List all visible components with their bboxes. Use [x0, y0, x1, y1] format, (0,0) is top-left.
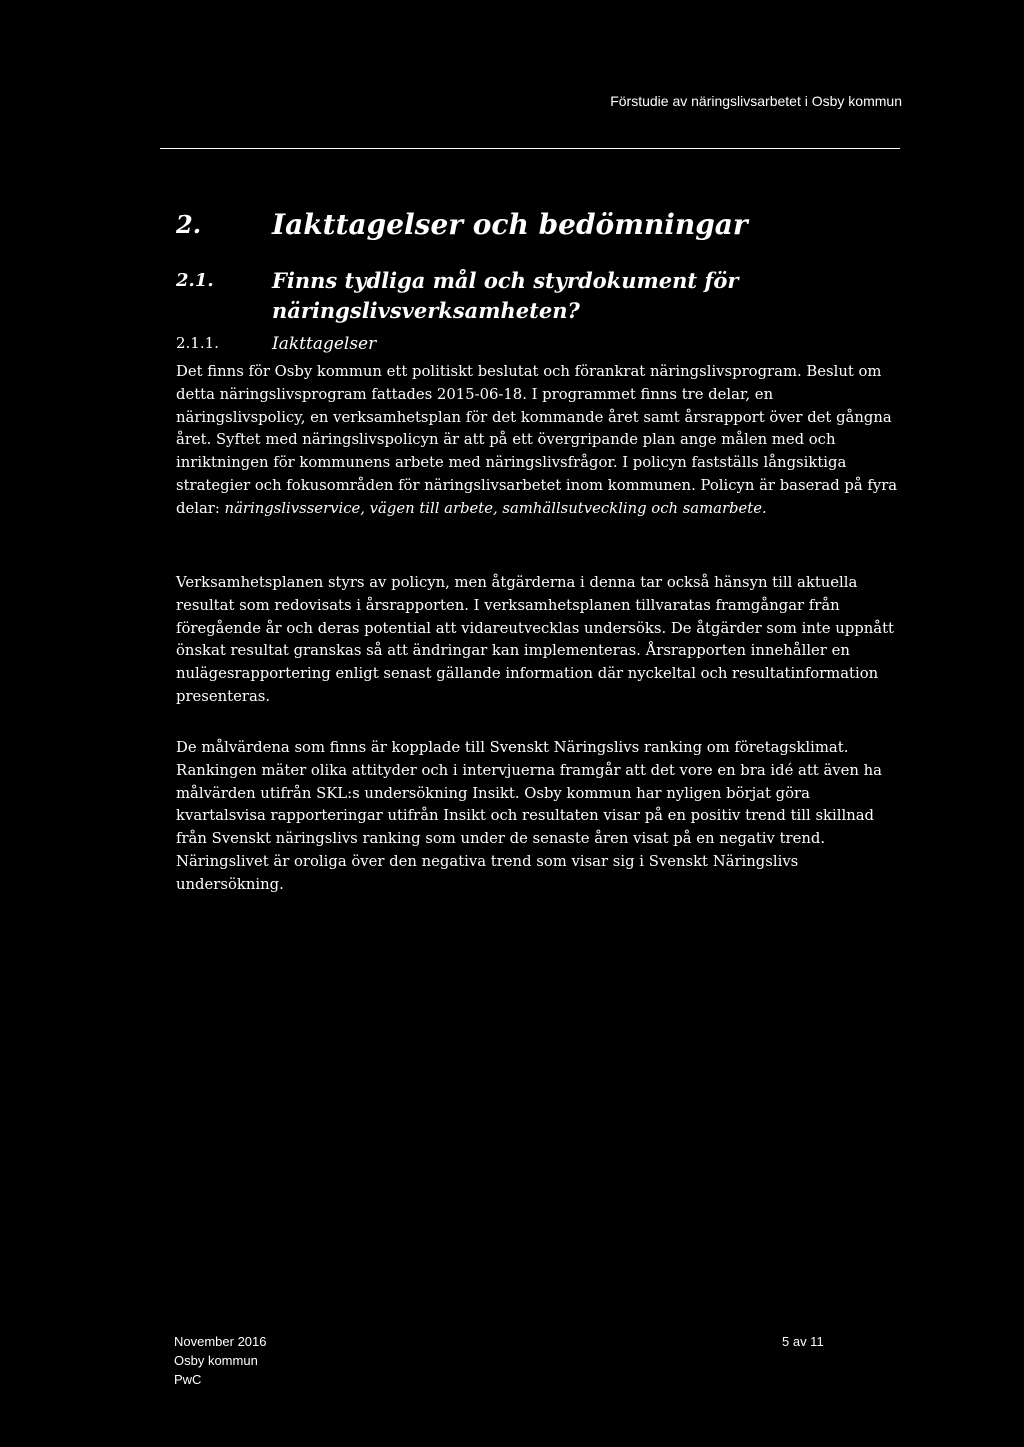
paragraph-1-text: Det finns för Osby kommun ett politiskt beslutat och förankrat näringslivsprogram. Beslut om detta näringslivsprogram fattades 2015-06-18. I programmet finns tre delar, en näringslivspolicy, en verksamhetsplan för det kommande året samt årsrapport över det gångna året. Syftet med näringslivspolicyn är att på ett övergripande plan ange målen med och inriktningen för kommunens arbete med näringslivsfrågor. I policyn fastställs långsiktiga strategier och fokusområden för näringslivsarbetet inom kommunen. Policyn är baserad på fyra delar: [176, 363, 898, 517]
section-title: Iakttagelser och bedömningar [272, 208, 748, 241]
footer-organization: Osby kommun [174, 1353, 258, 1368]
footer [174, 1332, 267, 1389]
subsection-title: Finns tydliga mål och styrdokument för näringslivsverksamheten? [272, 268, 739, 323]
subsubsection-number: 2.1.1. [176, 334, 219, 352]
running-header: Förstudie av näringslivsarbetet i Osby kommun [610, 93, 902, 109]
paragraph-3 [176, 737, 900, 897]
subsection-number: 2.1. [176, 270, 214, 291]
section-number: 2. [176, 210, 202, 239]
footer-date: November 2016 [174, 1334, 267, 1349]
page-number: 5 av 11 [782, 1334, 824, 1349]
paragraph-2 [176, 572, 900, 709]
paragraph-1-italic-text: näringslivsservice, vägen till arbete, samhällsutveckling och samarbete. [224, 499, 767, 517]
header-divider [160, 148, 900, 149]
paragraph-3-text: De målvärdena som finns är kopplade till Svenskt Näringslivs ranking om företagsklimat. Rankingen mäter olika attityder och i intervjuerna framgår att det vore en bra idé att även ha målvärden utifrån SKL:s undersökning Insikt. Osby kommun har nyligen börjat göra kvartalsvisa rapporteringar utifrån Insikt och resultaten visar på en positiv trend till skillnad från Svenskt näringslivs ranking som under de senaste åren visat på en negativ trend. Näringslivet är oroliga över den negativa trend som visar sig i Svenskt Näringslivs undersökning. [176, 739, 882, 893]
paragraph-1 [176, 361, 900, 521]
subsubsection-title: Iakttagelser [272, 334, 377, 354]
paragraph-2-text: Verksamhetsplanen styrs av policyn, men åtgärderna i denna tar också hänsyn till aktuella resultat som redovisats i årsrapporten. I verksamhetsplanen tillvaratas framgångar från föregående år och deras potential att vidareutvecklas undersöks. De åtgärder som inte uppnått önskat resultat granskas så att ändringar kan implementeras. Årsrapporten innehåller en nulägesrapportering enligt senast gällande information där nyckeltal och resultatinformation presenteras. [176, 574, 894, 705]
footer-company: PwC [174, 1372, 202, 1387]
